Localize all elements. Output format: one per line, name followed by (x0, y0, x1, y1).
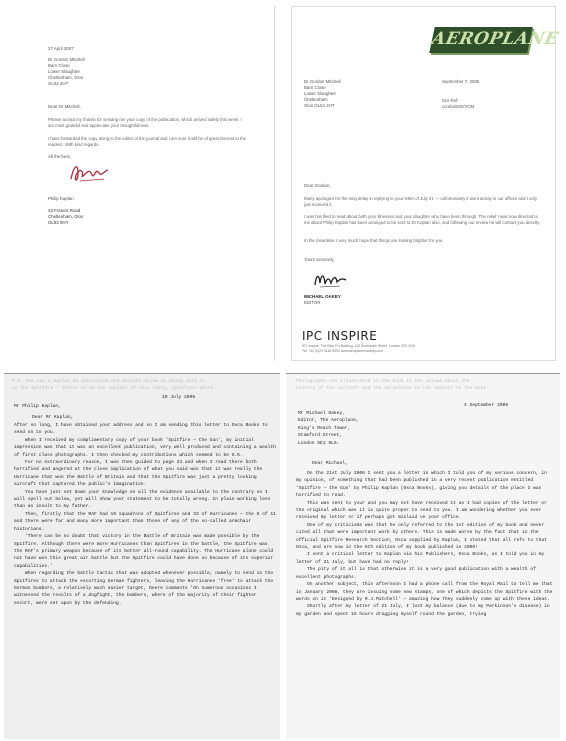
address-line: 43 Francis Road (48, 208, 81, 213)
recipient-line: London SE1 9LS. (298, 440, 340, 446)
bleed-through-line: history of the aircraft and the aeroplanes to the subject to the book. (296, 386, 489, 391)
letter2-closing: Yours sincerely, (304, 257, 335, 262)
letter1-salutation: Dear Dr Mitchell, (48, 104, 81, 109)
bleed-through-line: P.S. How can a Kaplan be maintained one mistake below as being sold to (12, 379, 205, 384)
address-line: Cheltenham, Glos (48, 214, 84, 219)
recipient-line: Editor, The Aeroplane, (298, 418, 359, 424)
kaplan-signature (68, 161, 114, 187)
recipient-line: Barn Close (48, 63, 70, 68)
recipient-line: Lower Slaughter (304, 91, 336, 96)
recipient-line: Dr Gordon Mitchell (304, 79, 341, 84)
letter-mitchell-to-kaplan (4, 373, 280, 739)
letter4-recipient-block (298, 410, 359, 447)
aeroplane-logo: AEROPLANE (429, 27, 533, 53)
recipient-line: King's Reach Tower, (298, 425, 351, 431)
letter2-salutation: Dear Gordon, (304, 183, 331, 188)
recipient-line: Stamford Street, (298, 433, 343, 439)
letter2-paragraph: In the meantime I very much hope that things are looking brighter for you. (304, 238, 444, 243)
letter-aeroplane-to-mitchell (291, 6, 561, 361)
letter3-date: 10 July 2006 (162, 395, 196, 400)
recipient-line: Barn Close (304, 85, 326, 90)
letter2-ref-label: Our Ref: (442, 98, 459, 103)
bleed-through-line: no the Spitfire — letter to be the subject of this reply, Spitfires where. (12, 386, 216, 391)
letter3-recipient: Mr Philip Kaplan, (14, 404, 61, 409)
footer-line: Tel: +44 (0)20 3148 5000 www.aeroplanemonthly.com (302, 349, 383, 353)
letter1-paragraph: Please accept my thanks for sending me your copy of the publication, which arrived safely this week. I am most grateful and appreciate your thoughtfulness. (48, 117, 242, 129)
letter4-salutation: Dear Michael, (312, 461, 348, 466)
letter1-signatory: Philip Kaplan (48, 196, 74, 201)
footer-line: IPC Inspire, The Blue Fin Building, 110 Southwark Street, London SE1 0SU (302, 344, 416, 348)
bleed-through-line: Photographs one illustrated in the book in the volume about the (296, 379, 470, 384)
letter3-salutation: Dear Mr Kaplan, (32, 415, 74, 420)
recipient-line: Cheltenham (304, 97, 328, 102)
letter4-date: 4 September 2006 (464, 403, 509, 408)
recipient-line: Dr Gordon Mitchell (48, 57, 85, 62)
letter1-paragraph: I have forwarded the copy along to the editor of the journal and I am sure it will be of great interest to the readers. With kind regards. (48, 136, 247, 148)
address-line: GL53 0HY (48, 220, 69, 225)
letter2-recipient-block (304, 79, 341, 109)
letter2-date: September 7, 2006 (442, 79, 480, 84)
letter2-signatory-title: EDITOR (304, 300, 321, 305)
letter1-recipient-block (48, 57, 85, 87)
letter2-ref-value: ccrubs/MO/VCM (442, 104, 475, 109)
letter2-paragraph: Many apologies for the long delay in replying to your letter of July 21 — unfortunately it went astray in our offices and I only just received it. (304, 196, 538, 208)
letter2-signatory: MICHAEL OAKEY (304, 294, 341, 299)
letter1-date: 27 April 2007 (48, 46, 74, 51)
recipient-line: Glos GL54 2HT (304, 103, 335, 108)
letter1-closing: All the best, (48, 154, 71, 159)
recipient-line: Lower Slaughter (48, 69, 80, 74)
letter-kaplan-to-mitchell (10, 6, 275, 361)
letter2-paragraph: I was horrified to read about both your illnesses and your daughter who have been through. The relief I was now directed to me about Philip Kaplan has been arranged to be sent to Dr Kaplan also, and following our review he will contact you directly. (304, 214, 541, 226)
ipc-inspire-logo: IPC INSPIRE (302, 329, 378, 343)
oakey-signature (312, 269, 352, 291)
letter1-sender-address (48, 208, 83, 226)
recipient-line: Mr Michael Oakey, (298, 411, 345, 416)
letter4-body: On the 21st July 2006 I sent you a letter in which I told you of my serious concern, in my opinion, of something that had been published in a very recent publication entitled 'Spitfire — the Gun' by Philip Kaplan (Osca Books), giving you details of the place I was horrified to read. This was sent to your and you may not have received it as I had copies of the letter or the original which was it is quite proper to send to you. I am wondering whether you ever received my letter or if perhaps got mislaid on your office. One of my criticisms was that he only referred to the 1st edition of my book and never cited all that were important work by others. This is made worse by the fact that in the official Spitfire Research Section, Osca supplied by Kaplan, I stated that all refs to that Osca, and are now in the 6th edition of my book published in 2006! I sent a critical letter to Kaplan via his Publishers, Osca Books, as I told you in my letter of 21 July, but have had no reply! The pity of it all is that otherwise it is a very good publication with a wealth of excellent photographs. On another subject, this afternoon I had a phone call from the Royal Mail to tell me that in January 2008, they are issuing some new stamps, one of which depicts the Spitfire with the words on it 'Designed by R.J.Mitchell' — amazing how they suddenly come up with these ideas. Shortly after my letter of 21 July, I lost my balance (due to my Parkinson's disease) in my garden and spent 16 hours dragging myself round the garden, trying (296, 471, 553, 617)
letter-mitchell-to-oakey (286, 373, 560, 739)
letter3-body: After so long, I have obtained your address and so I am sending this letter to Osca Books to send on to you. When I received my complimentary copy of your book 'Spitfire — the Gun', my initial impression was that it was an excellent publication, very well produced and containing a wealth of first class photographs. I then checked my contributions which seemed to be O.K. For no extraordinary reason, I was then guided to page 23 and when I read there both horrified and angered at the close implication of what you said was that it was really the Hurricane that won the Battle of Britain and that the Spitfire was just a pretty looking aircraft that captured the public's imagination. You have just set down your knowledge on all the evidence available to the contrary so I will spell out below, yet will show your statement to be totally wrong. In plain working less than an insult to my father. Then, firstly that the RAF had 19 squadrons of Spitfires and 33 of Hurricanes — the 8 of 11 and there were far and many more important than those of any of the so-called armchair historians. 'There can be no doubt that victory in the Battle of Britain was made possible by the Spitfire. Although there were more Hurricanes than Spitfires in the battle, the Spitfire was the RAF's primary weapon because of its better all-round capability. The Hurricane alone could not have won this great air battle but the Spitfire could have done so because of its superior capabilities.' When regarding the battle tactic that was adopted whenever possible, namely to send in the Spitfires to attack the escorting German fighters, leaving the Hurricanes 'free' to attack the German bombers, a relatively much easier target, Deere comments 'On numerous occasions I witnessed the results of a dogfight, the bombers, where of the majority of their fighter escort, were set upon by the defending. (14, 423, 276, 606)
recipient-line: Cheltenham, Glos (48, 75, 84, 80)
recipient-line: GL54 2HT (48, 81, 69, 86)
